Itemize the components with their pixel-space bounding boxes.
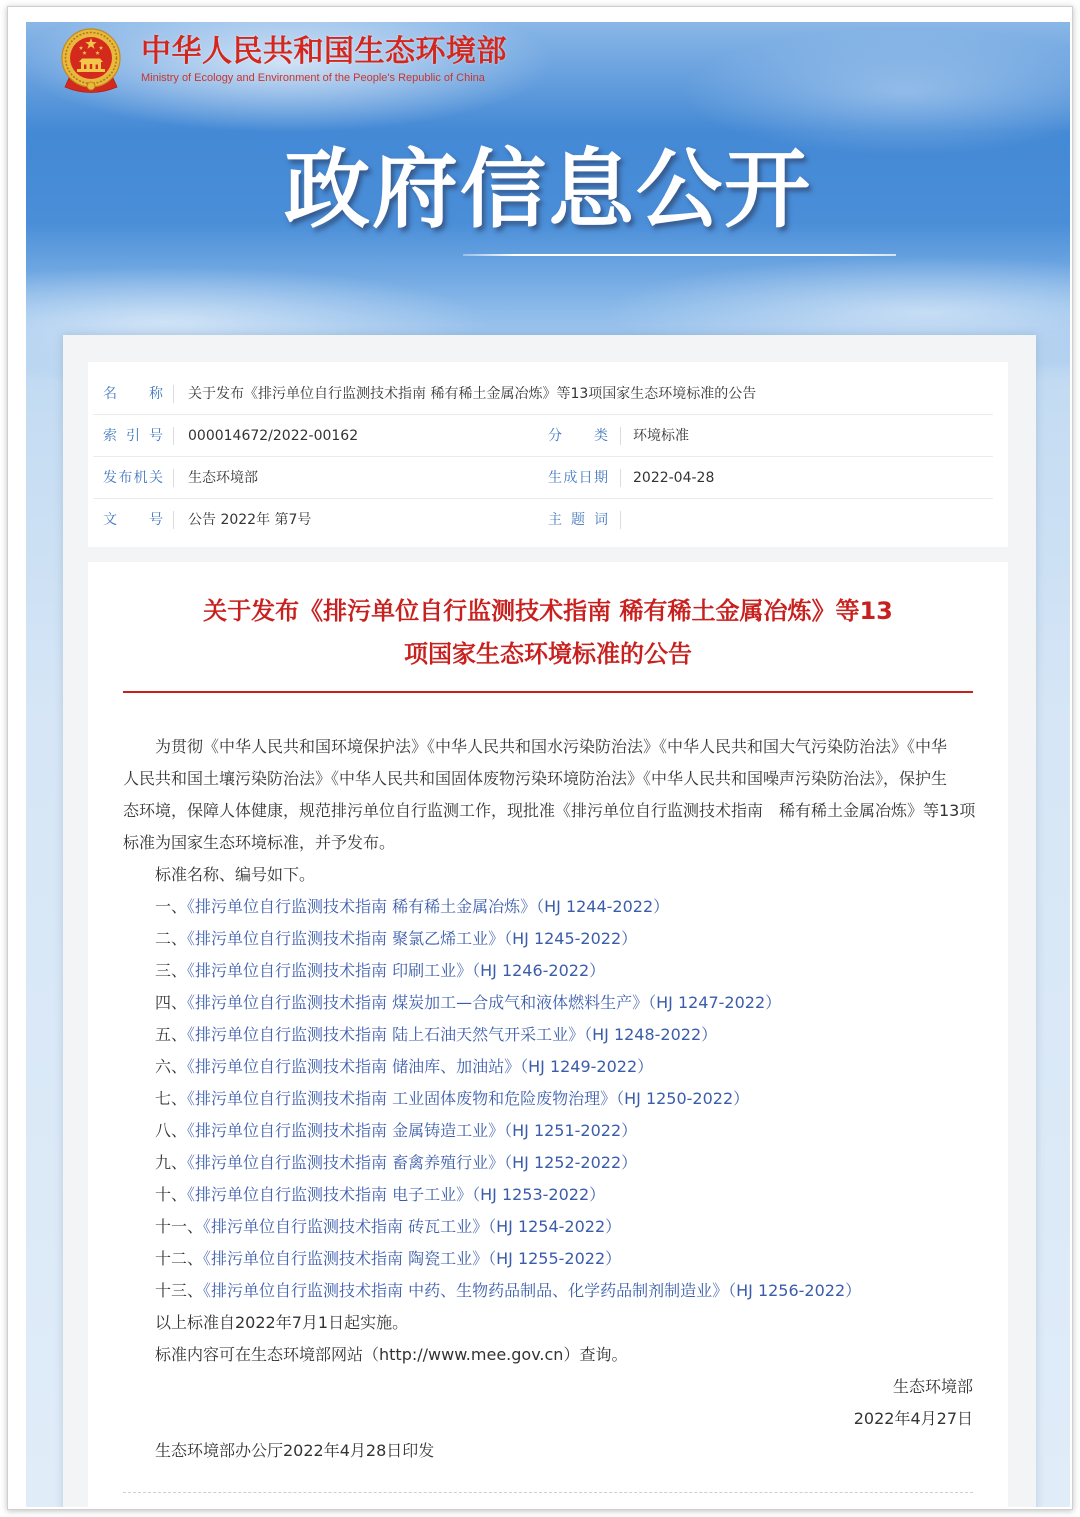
standard-list-item [123, 1051, 973, 1083]
created-date-label: 生成日期 [548, 469, 608, 486]
column-divider [173, 385, 174, 403]
metadata-cell [93, 373, 993, 414]
list-intro: 标准名称、编号如下。 [155, 865, 316, 884]
list-item-number: 九、 [155, 1153, 188, 1172]
national-emblem-icon [60, 28, 122, 98]
standard-list-item [123, 1019, 973, 1051]
category-value: 环境标准 [633, 427, 689, 444]
metadata-cell [538, 415, 993, 456]
standard-list-item [123, 1243, 973, 1275]
standard-list-item [123, 987, 973, 1019]
index-number-value: 000014672/2022-00162 [188, 427, 359, 444]
doc-number-value: 公告 2022年 第7号 [188, 512, 312, 528]
metadata-cell [93, 415, 538, 456]
standard-link[interactable]: 《排污单位自行监测技术指南 畜禽养殖行业》（HJ 1252-2022） [187, 1153, 638, 1172]
article-panel [88, 562, 1008, 1507]
list-item-number: 七、 [155, 1089, 188, 1108]
standard-link[interactable]: 《排污单位自行监测技术指南 聚氯乙烯工业》（HJ 1245-2022） [187, 929, 638, 948]
banner-underline [463, 254, 896, 256]
column-divider [173, 511, 174, 529]
standard-list-item [123, 1179, 973, 1211]
effective-date-note: 以上标准自2022年7月1日起实施。 [155, 1313, 409, 1332]
site-subtitle: Ministry of Ecology and Environment of the People's Republic of China [141, 72, 485, 84]
name-label: 名 称 [103, 385, 163, 402]
standard-link[interactable]: 《排污单位自行监测技术指南 陶瓷工业》（HJ 1255-2022） [203, 1249, 622, 1268]
standard-link[interactable]: 《排污单位自行监测技术指南 煤炭加工—合成气和液体燃料生产》（HJ 1247-2022） [187, 993, 782, 1012]
list-item-number: 一、 [155, 897, 188, 916]
index-number-label: 索 引 号 [103, 427, 163, 444]
standard-list-item [123, 1147, 973, 1179]
standard-list-item [123, 1211, 973, 1243]
signature-organization: 生态环境部 [892, 1377, 973, 1396]
standard-link[interactable]: 《排污单位自行监测技术指南 金属铸造工业》（HJ 1251-2022） [187, 1121, 638, 1140]
category-label: 分 类 [548, 427, 608, 444]
column-divider [620, 469, 621, 487]
standard-link[interactable]: 《排污单位自行监测技术指南 陆上石油天然气开采工业》（HJ 1248-2022） [187, 1025, 718, 1044]
list-item-number: 十、 [155, 1185, 188, 1204]
list-item-number: 三、 [155, 961, 188, 980]
keywords-label: 主 题 词 [548, 512, 608, 528]
list-item-number: 二、 [155, 929, 188, 948]
list-item-number: 十一、 [155, 1217, 204, 1236]
column-divider [173, 469, 174, 487]
list-item-number: 十二、 [155, 1249, 204, 1268]
standard-list-item [123, 1083, 973, 1115]
article-title-line: 项国家生态环境标准的公告 [404, 640, 692, 668]
article-title-line: 关于发布《排污单位自行监测技术指南 稀有稀土金属冶炼》等13 [203, 597, 893, 625]
doc-number-label: 文 号 [103, 512, 163, 528]
metadata-cell [538, 499, 993, 541]
standard-link[interactable]: 《排污单位自行监测技术指南 电子工业》（HJ 1253-2022） [187, 1185, 606, 1204]
paragraph-line: 态环境，保障人体健康，规范排污单位自行监测工作，现批准《排污单位自行监测技术指南 稀有稀土金属冶炼》等13项 [123, 801, 976, 820]
metadata-panel [88, 362, 1008, 547]
metadata-row-name [93, 373, 993, 415]
title-divider [123, 691, 973, 693]
article-body [123, 731, 976, 1467]
web-page [26, 22, 1070, 1507]
standard-link[interactable]: 《排污单位自行监测技术指南 工业固体废物和危险废物治理》（HJ 1250-2022） [187, 1089, 750, 1108]
standard-list-item [123, 1115, 973, 1147]
issuer-value: 生态环境部 [188, 469, 258, 486]
issuer-label: 发布机关 [103, 469, 163, 486]
screenshot-frame [7, 6, 1073, 1510]
standard-list-item [123, 923, 973, 955]
column-divider [620, 511, 621, 529]
banner-title: 政府信息公开 [284, 140, 812, 240]
metadata-row-doc-number [93, 499, 993, 541]
site-logo-link[interactable] [56, 26, 556, 102]
metadata-cell [93, 457, 538, 498]
standard-link[interactable]: 《排污单位自行监测技术指南 稀有稀土金属冶炼》（HJ 1244-2022） [187, 897, 670, 916]
standard-list-item [123, 891, 973, 923]
metadata-cell [93, 499, 538, 541]
metadata-row-index [93, 415, 993, 457]
metadata-row-issuer [93, 457, 993, 499]
list-item-number: 八、 [155, 1121, 188, 1140]
paragraph-line: 人民共和国土壤污染防治法》《中华人民共和国固体废物污染环境防治法》《中华人民共和国噪声污染防治法》，保护生 [123, 769, 948, 788]
site-title: 中华人民共和国生态环境部 [141, 34, 507, 69]
created-date-value: 2022-04-28 [633, 469, 715, 486]
list-item-number: 六、 [155, 1057, 188, 1076]
list-item-number: 五、 [155, 1025, 188, 1044]
signature-date: 2022年4月27日 [853, 1409, 973, 1428]
column-divider [620, 427, 621, 445]
name-value: 关于发布《排污单位自行监测技术指南 稀有稀土金属冶炼》等13项国家生态环境标准的公告 [188, 385, 757, 402]
article-title [88, 590, 1008, 676]
paragraph-line: 标准为国家生态环境标准，并予发布。 [123, 833, 396, 852]
standard-link[interactable]: 《排污单位自行监测技术指南 储油库、加油站》（HJ 1249-2022） [187, 1057, 654, 1076]
standard-link[interactable]: 《排污单位自行监测技术指南 砖瓦工业》（HJ 1254-2022） [203, 1217, 622, 1236]
list-item-number: 十三、 [155, 1281, 204, 1300]
paragraph-line: 为贯彻《中华人民共和国环境保护法》《中华人民共和国水污染防治法》《中华人民共和国大气污染防治法》《中华 [155, 737, 948, 756]
standard-list-item [123, 1275, 973, 1307]
standard-link[interactable]: 《排污单位自行监测技术指南 印刷工业》（HJ 1246-2022） [187, 961, 606, 980]
metadata-cell [538, 457, 993, 498]
standard-list-item [123, 955, 973, 987]
content-card [63, 335, 1036, 1507]
footer-dotted-divider [123, 1492, 973, 1493]
reference-note: 标准内容可在生态环境部网站（http://www.mee.gov.cn）查询。 [155, 1345, 628, 1364]
issued-by-note: 生态环境部办公厅2022年4月28日印发 [155, 1441, 435, 1460]
list-item-number: 四、 [155, 993, 188, 1012]
standard-link[interactable]: 《排污单位自行监测技术指南 中药、生物药品制品、化学药品制剂制造业》（HJ 1256-2022） [203, 1281, 862, 1300]
column-divider [173, 427, 174, 445]
